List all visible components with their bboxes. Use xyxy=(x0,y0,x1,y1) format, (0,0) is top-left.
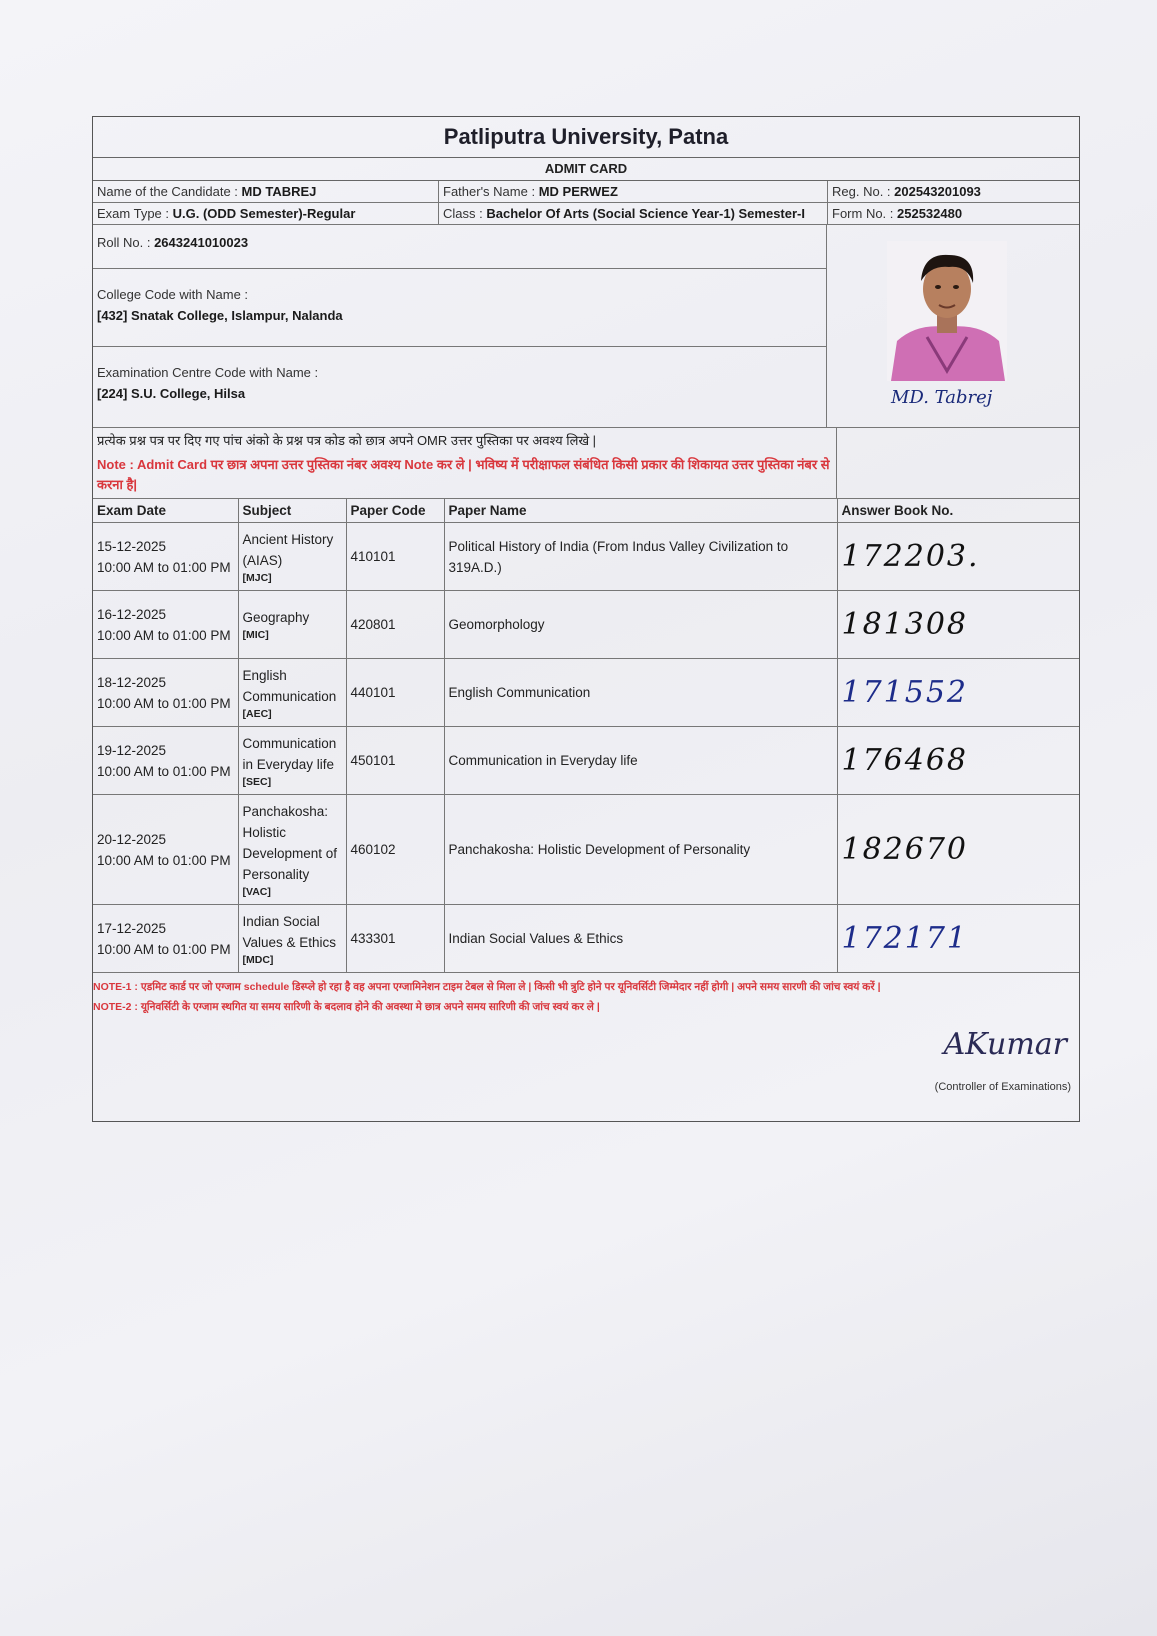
paper-name: Panchakosha: Holistic Development of Personality xyxy=(444,795,837,905)
paper-code: 410101 xyxy=(346,523,444,591)
father-name-cell xyxy=(438,181,827,202)
father-name: MD PERWEZ xyxy=(538,184,618,199)
table-row xyxy=(93,659,1079,727)
subject-category: [SEC] xyxy=(242,775,272,788)
table-row xyxy=(93,727,1079,795)
controller-signature-area xyxy=(93,1021,1079,1121)
candidate-row-1 xyxy=(93,181,1079,203)
answer-book-no: 182670 xyxy=(837,795,1079,905)
table-row xyxy=(93,905,1079,973)
exam-type-cell xyxy=(93,203,438,224)
exam-time: 10:00 AM to 01:00 PM xyxy=(97,627,231,643)
centre-block xyxy=(93,347,826,427)
candidate-details-block xyxy=(93,225,1079,428)
header-exam-date: Exam Date xyxy=(93,499,238,523)
paper-code: 460102 xyxy=(346,795,444,905)
reg-no: 202543201093 xyxy=(894,184,981,199)
instructions-block xyxy=(93,428,1079,499)
header-answer-book: Answer Book No. xyxy=(837,499,1079,523)
candidate-name: MD TABREJ xyxy=(241,184,317,199)
exam-time: 10:00 AM to 01:00 PM xyxy=(97,559,231,575)
paper-name: Geomorphology xyxy=(444,591,837,659)
exam-time: 10:00 AM to 01:00 PM xyxy=(97,763,231,779)
subject: Geography xyxy=(242,610,310,625)
controller-label: (Controller of Examinations) xyxy=(934,1081,1071,1093)
centre-label: Examination Centre Code with Name : xyxy=(97,365,319,380)
reg-no-label: Reg. No. : xyxy=(832,184,895,199)
header-paper-name: Paper Name xyxy=(444,499,837,523)
table-row xyxy=(93,591,1079,659)
exam-date: 17-12-2025 xyxy=(97,920,167,936)
answer-book-no: 171552 xyxy=(837,659,1079,727)
candidate-photo xyxy=(887,241,1007,381)
subject-category: [MDC] xyxy=(242,953,274,966)
photo-block xyxy=(827,225,1079,427)
candidate-details-left xyxy=(93,225,827,427)
omr-instruction: प्रत्येक प्रश्न पत्र पर दिए गए पांच अंको के प्रश्न पत्र कोड को छात्र अपने OMR उत्तर पुस्तिका पर अवश्य लिखे | xyxy=(97,433,597,448)
subject: Communication in Everyday life xyxy=(242,735,337,772)
subject: Panchakosha: Holistic Development of Personality xyxy=(242,803,338,882)
university-title: Patliputra University, Patna xyxy=(93,117,1079,158)
exam-type-label: Exam Type : xyxy=(97,206,173,221)
subject-category: [AEC] xyxy=(242,707,272,720)
table-row xyxy=(93,795,1079,905)
class-cell xyxy=(438,203,827,224)
paper-code: 433301 xyxy=(346,905,444,973)
form-no: 252532480 xyxy=(897,206,963,221)
answer-book-no: 181308 xyxy=(837,591,1079,659)
footnotes xyxy=(93,973,1079,1021)
answer-book-no: 176468 xyxy=(837,727,1079,795)
exam-date: 18-12-2025 xyxy=(97,674,167,690)
college-label: College Code with Name : xyxy=(97,287,249,302)
exam-time: 10:00 AM to 01:00 PM xyxy=(97,695,231,711)
exam-date: 19-12-2025 xyxy=(97,742,167,758)
form-no-label: Form No. : xyxy=(832,206,898,221)
class-value: Bachelor Of Arts (Social Science Year-1) Semester-I xyxy=(486,206,805,221)
answer-book-note: Note : Admit Card पर छात्र अपना उत्तर पुस्तिका नंबर अवश्य Note कर ले | भविष्य में परीक्षाफल संबंधित किसी प्रकार की शिकायत उत्तर पुस्तिका नंबर से करना है| xyxy=(97,457,830,492)
admit-card-title: ADMIT CARD xyxy=(93,158,1079,181)
paper-code: 450101 xyxy=(346,727,444,795)
subject-category: [MJC] xyxy=(242,571,272,584)
subject-category: [VAC] xyxy=(242,885,271,898)
subject: Indian Social Values & Ethics xyxy=(242,913,337,950)
exam-schedule-table xyxy=(93,499,1079,973)
header-subject: Subject xyxy=(238,499,346,523)
paper-name: Indian Social Values & Ethics xyxy=(444,905,837,973)
paper-name: Communication in Everyday life xyxy=(444,727,837,795)
exam-date: 20-12-2025 xyxy=(97,831,167,847)
subject: Ancient History (AIAS) xyxy=(242,531,334,568)
exam-type: U.G. (ODD Semester)-Regular xyxy=(172,206,356,221)
father-name-label: Father's Name : xyxy=(443,184,539,199)
centre-name: [224] S.U. College, Hilsa xyxy=(97,386,246,401)
answer-book-no: 172171 xyxy=(837,905,1079,973)
subject-category: [MIC] xyxy=(242,629,269,641)
paper-name: Political History of India (From Indus Valley Civilization to 319A.D.) xyxy=(444,523,837,591)
form-no-cell xyxy=(827,203,1079,224)
admit-card xyxy=(92,116,1080,1122)
candidate-row-2 xyxy=(93,203,1079,225)
paper-code: 420801 xyxy=(346,591,444,659)
footnote-1: NOTE-1 : एडमिट कार्ड पर जो एग्जाम schedule डिस्प्ले हो रहा है वह अपना एग्जामिनेशन टाइम टेबल से मिला ले | किसी भी त्रुटि होने पर यूनिवर्सिटी जिम्मेदार नहीं होगी | अपने समय सारणी की जांच स्वयं करें | xyxy=(93,981,881,993)
class-label: Class : xyxy=(443,206,487,221)
answer-book-no: 172203. xyxy=(837,523,1079,591)
paper-name: English Communication xyxy=(444,659,837,727)
instructions-left xyxy=(93,428,837,498)
roll-no-label: Roll No. : xyxy=(97,235,155,250)
reg-no-cell xyxy=(827,181,1079,202)
instructions-right xyxy=(837,428,1079,498)
college-block xyxy=(93,269,826,347)
roll-no-block xyxy=(93,225,826,269)
paper-code: 440101 xyxy=(346,659,444,727)
roll-no: 2643241010023 xyxy=(154,235,249,250)
subject: English Communication xyxy=(242,667,337,704)
exam-time: 10:00 AM to 01:00 PM xyxy=(97,941,231,957)
footnote-2: NOTE-2 : यूनिवर्सिटी के एग्जाम स्थगित या समय सारिणी के बदलाव होने की अवस्था मे छात्र अपने समय सारिणी की जांच स्वयं कर ले | xyxy=(93,1001,600,1013)
candidate-signature: MD. Tabrej xyxy=(891,387,993,408)
college-name: [432] Snatak College, Islampur, Nalanda xyxy=(97,308,343,323)
table-row xyxy=(93,523,1079,591)
exam-date: 15-12-2025 xyxy=(97,538,167,554)
exam-time: 10:00 AM to 01:00 PM xyxy=(97,852,231,868)
controller-signature: AKumar xyxy=(943,1027,1067,1062)
candidate-name-cell xyxy=(93,181,438,202)
header-paper-code: Paper Code xyxy=(346,499,444,523)
candidate-name-label: Name of the Candidate : xyxy=(97,184,242,199)
exam-date: 16-12-2025 xyxy=(97,606,167,622)
schedule-header-row xyxy=(93,499,1079,523)
